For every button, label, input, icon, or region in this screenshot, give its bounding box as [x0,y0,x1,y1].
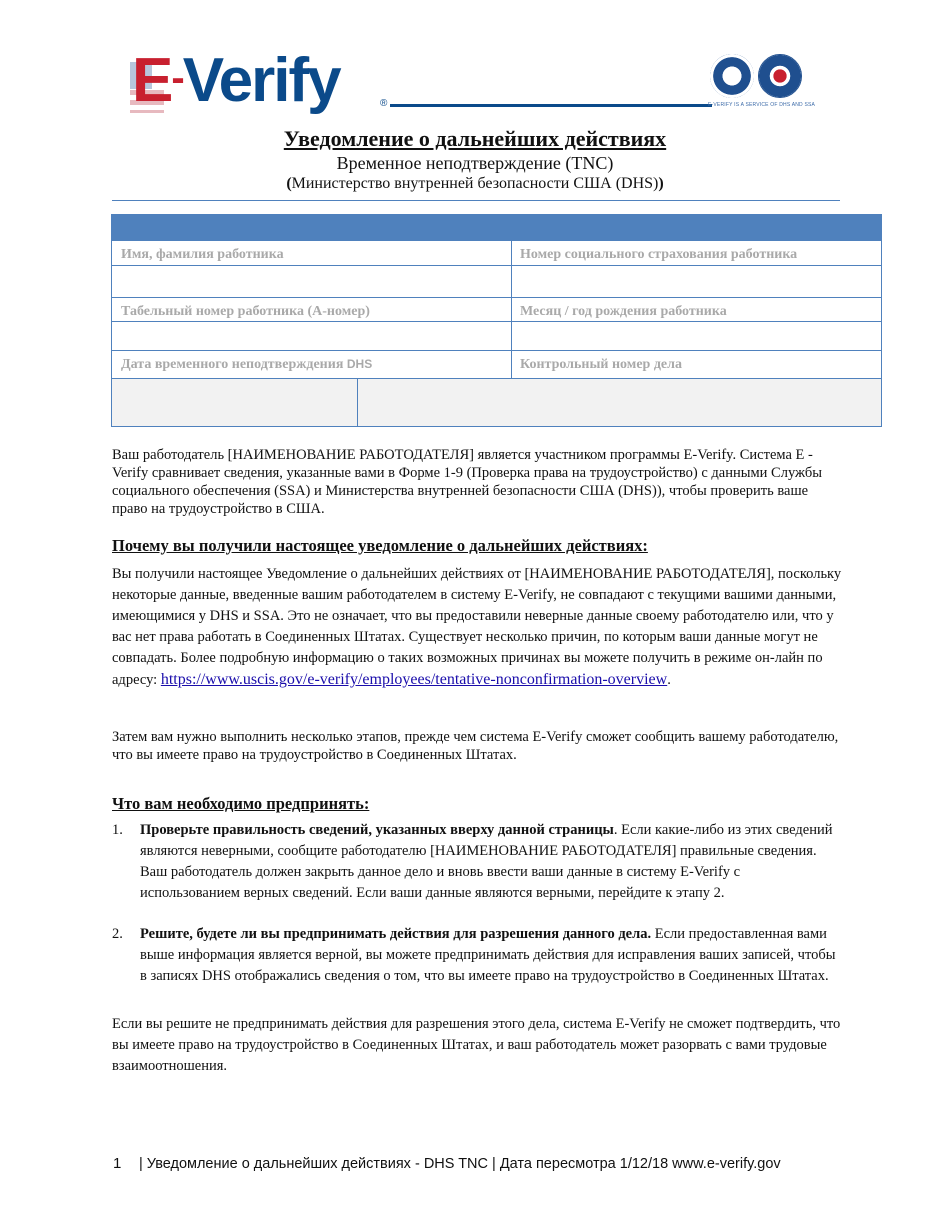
list-number-1: 1. [112,822,123,838]
ssn-label: Номер социального страхования работника [520,247,798,262]
ssa-seal-icon [758,54,802,98]
page-subtitle-agency: (Министерство внутренней безопасности США (DHS)) [286,175,664,192]
list-item-1: Проверьте правильность сведений, указанных вверху данной страницы. Если какие-либо из этих сведений являются неверными, сообщите работодателю [НАИМЕНОВАНИЕ РАБОТОДАТЕЛЯ] правильные сведения. Ваш работодатель должен закрыть данное дело и вновь ввести ваши данные в систему E-Verify с использованием верных сведений. Если ваши данные являются верными, перейдите к этапу 2. [140,822,833,901]
closing-paragraph: Если вы решите не предпринимать действия для разрешения этого дела, система E-Verify не сможет подтвердить, что вы имеете право на трудоустройство в Соединенных Штатах, и ваш работодатель может разорвать с вами трудовые взаимоотношения. [112,1016,841,1074]
logo-divider [390,104,712,107]
dhs-seal-icon [710,54,754,98]
next-steps-paragraph: Затем вам нужно выполнить несколько этапов, прежде чем система E-Verify сможет сообщить вашему работодателю, что вы имеете право на трудоустройство в Соединенных Штатах. [112,729,839,763]
what-heading: Что вам необходимо предпринять: [112,794,370,813]
why-paragraph: Вы получили настоящее Уведомление о дальнейших действиях от [НАИМЕНОВАНИЕ РАБОТОДАТЕЛЯ], поскольку некоторые данные, введенные вашим работодателем в систему E-Verify, не совпадают с текущими вашими данными, имеющимися у DHS и SSA. Это не означает, что вы предоставили неверные данные своему работодателю или, что у вас нет права работать в Соединенных Штатах. Существует несколько причин, по которым ваши данные могут не совпадать. Более подробную информацию о таких возможных причинах вы можете получить в режиме он-лайн по адресу: https://www.uscis.gov/e-verify/employees/tentative-nonconfirmation-overview. [112,566,842,688]
tnc-date-label: Дата временного неподтверждения DHS [121,357,373,372]
list-item-2: Решите, будете ли вы предпринимать действия для разрешения данного дела. Если предоставленная вами выше информация является верной, вы можете предпринимать действия для исправления ваших записей, чтобы в записях DHS отображались сведения о том, что вы имеете право на трудоустройство в Соединенных Штатах. [140,926,836,984]
seal-caption: E-VERIFY IS A SERVICE OF DHS AND SSA [708,102,816,108]
list-number-2: 2. [112,926,123,942]
table-header-bar [112,215,881,241]
title-divider [112,200,840,201]
page-footer [113,1155,781,1172]
page-title: Уведомление о дальнейших действиях [283,126,667,151]
case-info-fill [112,379,881,426]
dob-label: Месяц / год рождения работника [520,304,727,319]
intro-paragraph: Ваш работодатель [НАИМЕНОВАНИЕ РАБОТОДАТЕЛЯ] является участником программы E-Verify. Система E -Verify сравнивает сведения, указанные вами в Форме 1-9 (Проверка права на трудоустройство) с данными Службы социального обеспечения (SSA) и Министерства внутренней безопасности США (DHS)), чтобы проверить ваше право на трудоустройство в США. [112,447,822,517]
case-number-label: Контрольный номер дела [520,357,682,372]
employee-name-label: Имя, фамилия работника [121,247,284,262]
why-heading: Почему вы получили настоящее уведомление о дальнейших действиях: [112,536,648,555]
a-number-label: Табельный номер работника (А-номер) [121,304,370,319]
footer-text: | Уведомление о дальнейших действиях - DHS TNC | Дата пересмотра 1/12/18 www.e-verify.gov [139,1156,781,1172]
registered-mark: ® [380,98,388,109]
e-verify-header [128,46,818,122]
tnc-overview-link[interactable]: https://www.uscis.gov/e-verify/employees/tentative-nonconfirmation-overview [160,671,668,688]
page-subtitle: Временное неподтверждение (TNC) [336,153,614,173]
page-number: 1 [113,1155,122,1172]
employee-info-table [111,214,882,427]
e-verify-logo: E-Verify [132,46,340,115]
